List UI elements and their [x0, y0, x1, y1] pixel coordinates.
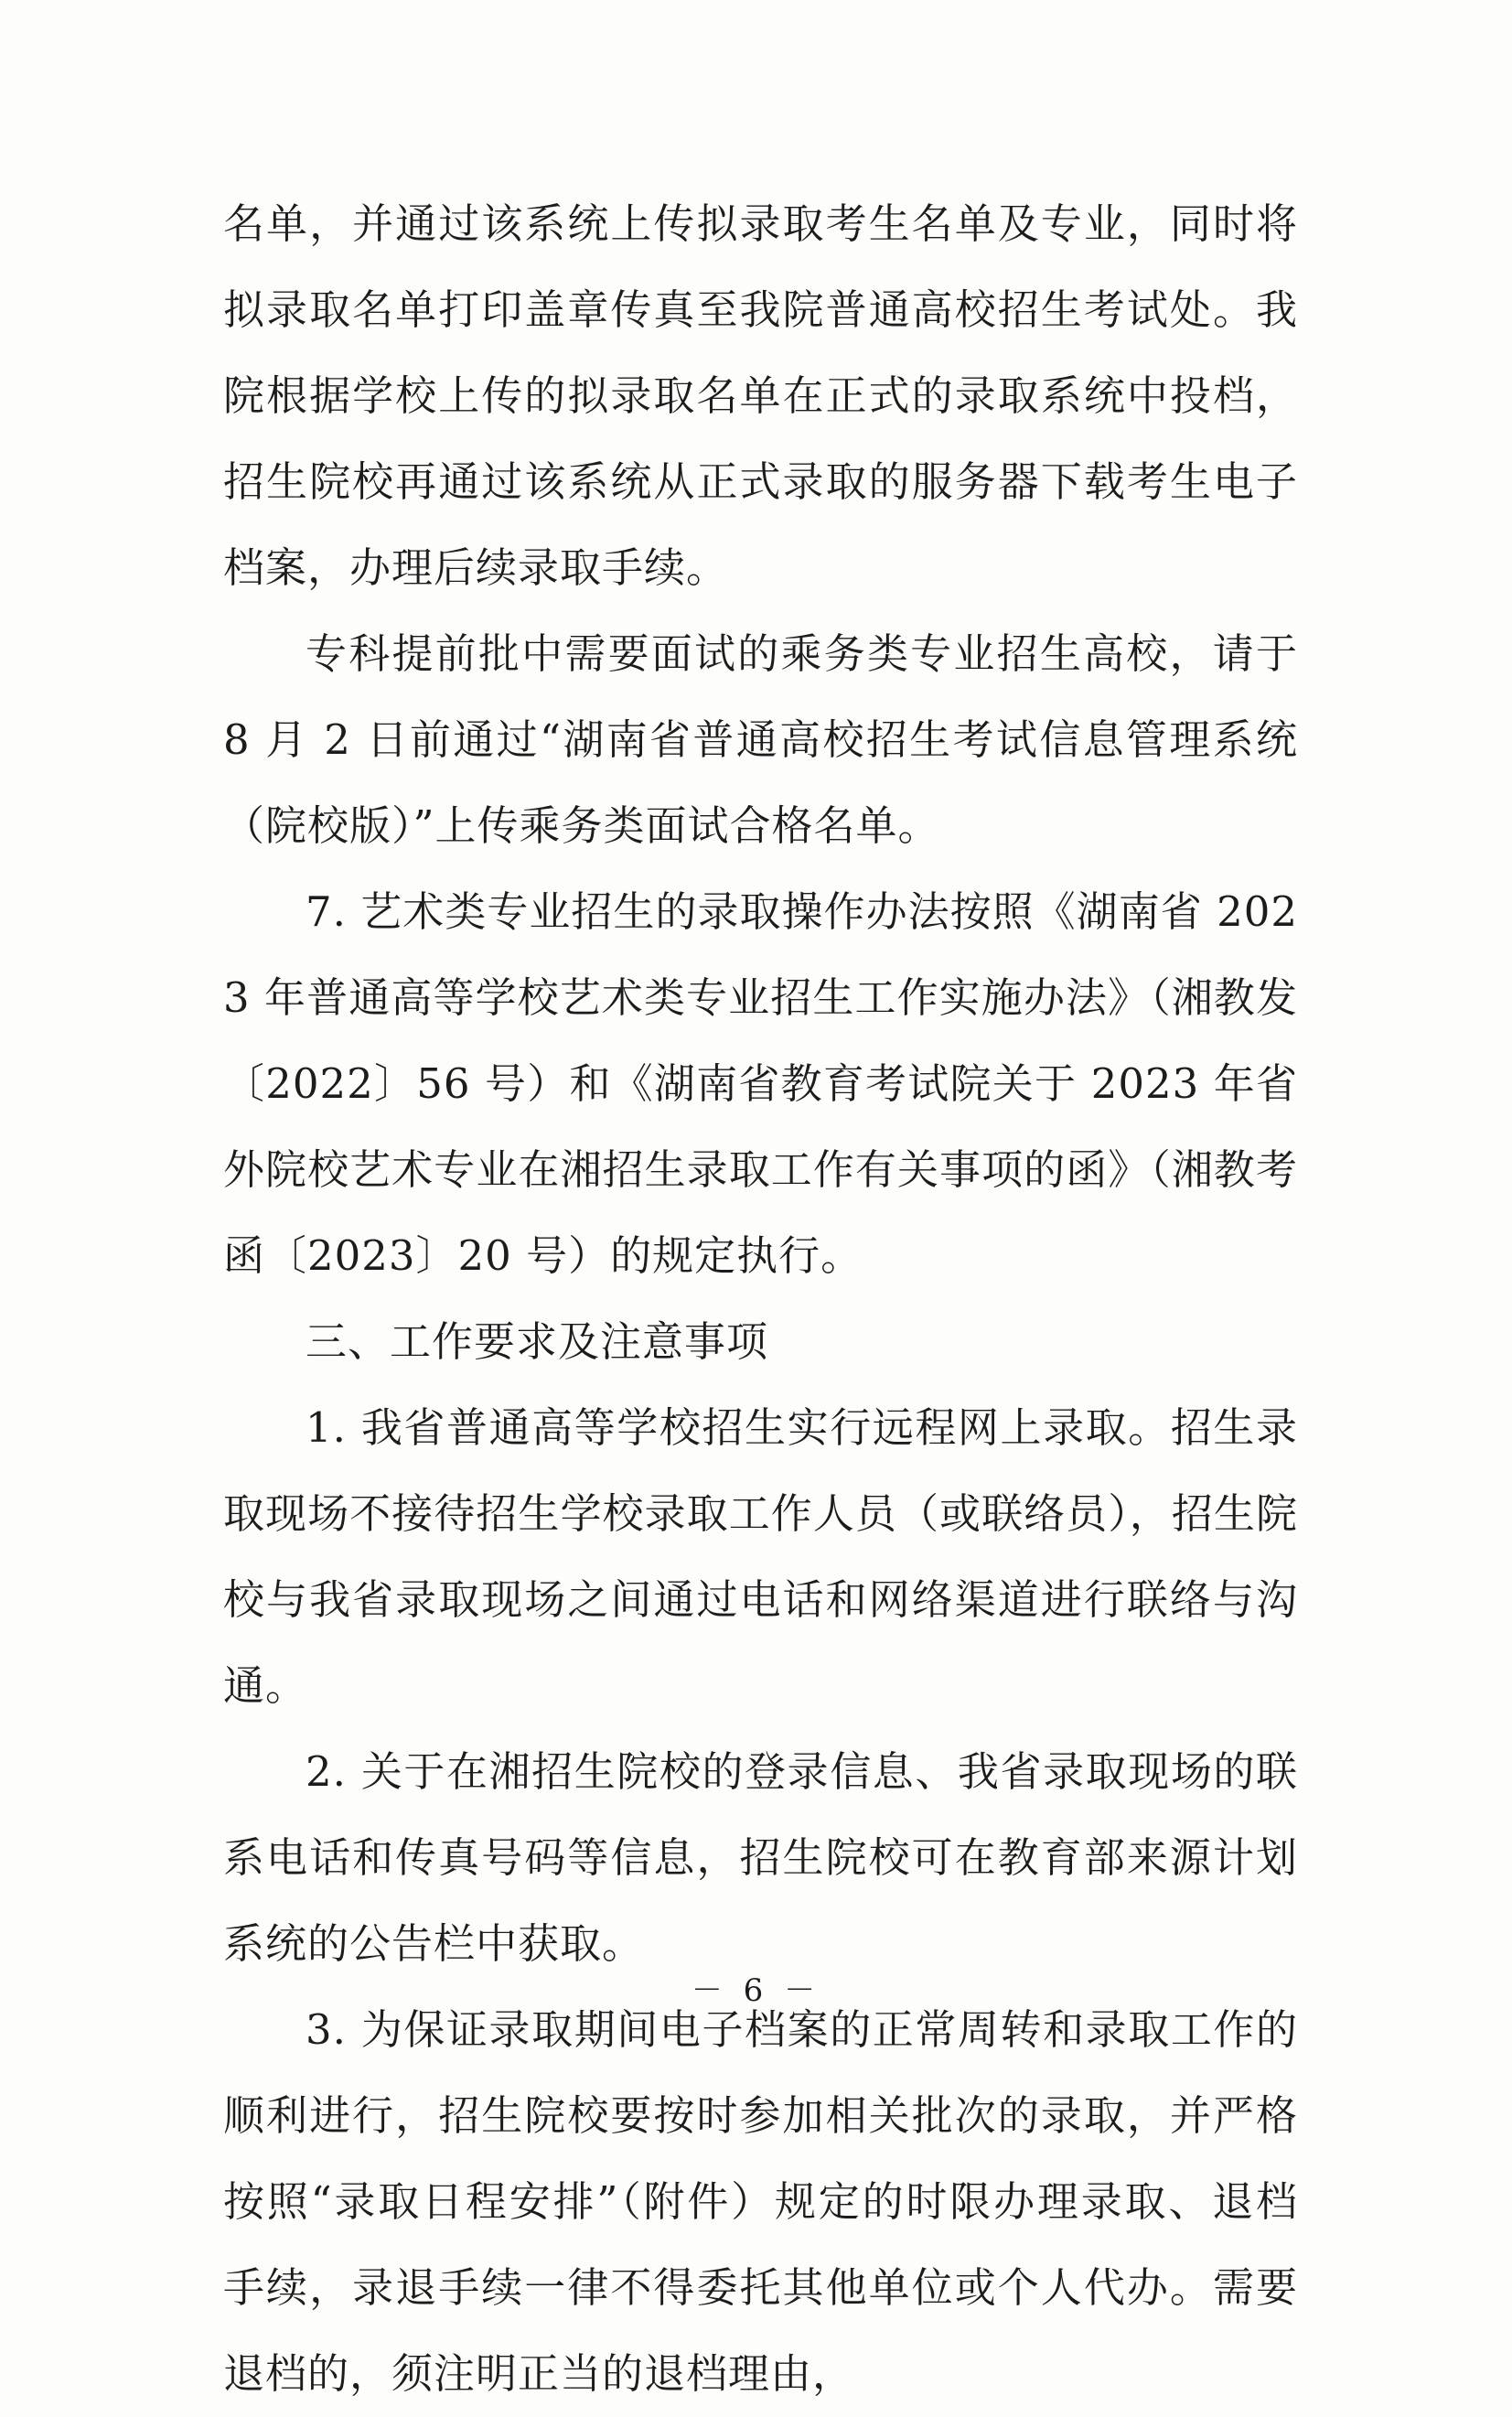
body-text: [223, 181, 1298, 2417]
paragraph-login-info: 2. 关于在湘招生院校的登录信息、我省录取现场的联系电话和传真号码等信息，招生院校可在教育部来源计划系统的公告栏中获取。: [223, 1747, 1298, 1968]
paragraph-flight-attendant-interview: 专科提前批中需要面试的乘务类专业招生高校，请于 8 月 2 日前通过“湖南省普通高校招生考试信息管理系统（院校版）”上传乘务类面试合格名单。: [223, 629, 1298, 850]
section-heading-requirements: 三、工作要求及注意事项: [306, 1317, 769, 1366]
paragraph-remote-admission: 1. 我省普通高等学校招生实行远程网上录取。招生录取现场不接待招生学校录取工作人员（或联络员），招生院校与我省录取现场之间通过电话和网络渠道进行联络与沟通。: [223, 1403, 1298, 1710]
paragraph-art-admission: 7. 艺术类专业招生的录取操作办法按照《湖南省 2023 年普通高等学校艺术类专业招生工作实施办法》（湘教发〔2022〕56 号）和《湖南省教育考试院关于 2023 年省外院校艺术专业在湘招生录取工作有关事项的函》（湘教考函〔2023〕20 号）的规定执行。: [223, 887, 1298, 1280]
page-number: － 6 －: [691, 1972, 821, 2009]
paragraph-archive-turnover: 3. 为保证录取期间电子档案的正常周转和录取工作的顺利进行，招生院校要按时参加相关批次的录取，并严格按照“录取日程安排”（附件）规定的时限办理录取、退档手续，录退手续一律不得委托其他单位或个人代办。需要退档的，须注明正当的退档理由，: [223, 2005, 1298, 2398]
paragraph-continuation: 名单，并通过该系统上传拟录取考生名单及专业，同时将拟录取名单打印盖章传真至我院普通高校招生考试处。我院根据学校上传的拟录取名单在正式的录取系统中投档，招生院校再通过该系统从正式录取的服务器下载考生电子档案，办理后续录取手续。: [223, 199, 1298, 592]
